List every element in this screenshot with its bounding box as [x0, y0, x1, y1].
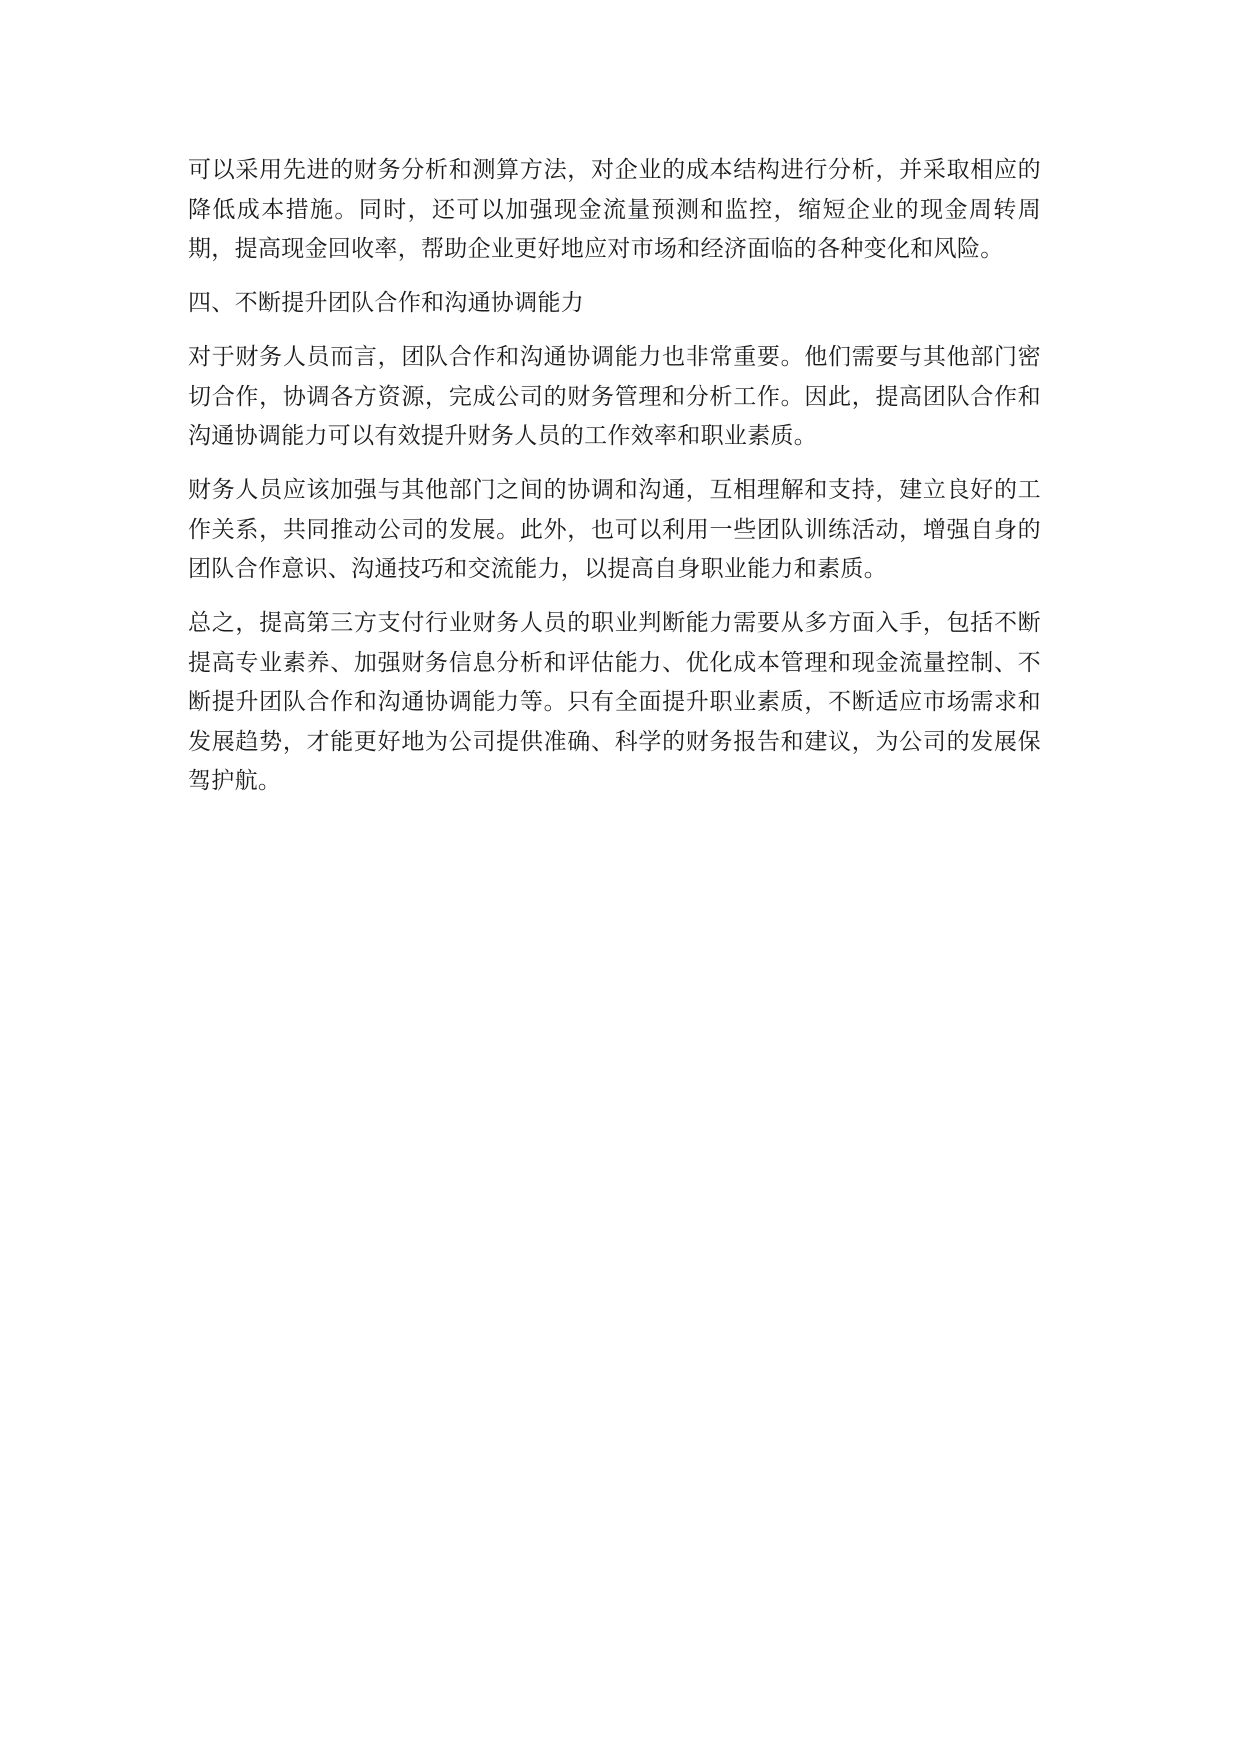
paragraph-teamwork-importance: 对于财务人员而言，团队合作和沟通协调能力也非常重要。他们需要与其他部门密切合作，协调各方资源，完成公司的财务管理和分析工作。因此，提高团队合作和沟通协调能力可以有效提升财务人员的工作效率和职业素质。: [188, 344, 1041, 449]
paragraph-department-coordination: 财务人员应该加强与其他部门之间的协调和沟通，互相理解和支持，建立良好的工作关系，共同推动公司的发展。此外，也可以利用一些团队训练活动，增强自身的团队合作意识、沟通技巧和交流能力，以提高自身职业能力和素质。: [188, 477, 1041, 582]
paragraph-conclusion: 总之，提高第三方支付行业财务人员的职业判断能力需要从多方面入手，包括不断提高专业素养、加强财务信息分析和评估能力、优化成本管理和现金流量控制、不断提升团队合作和沟通协调能力等。只有全面提升职业素质，不断适应市场需求和发展趋势，才能更好地为公司提供准确、科学的财务报告和建议，为公司的发展保驾护航。: [188, 610, 1041, 794]
paragraph-cost-analysis: 可以采用先进的财务分析和测算方法，对企业的成本结构进行分析，并采取相应的降低成本措施。同时，还可以加强现金流量预测和监控，缩短企业的现金周转周期，提高现金回收率，帮助企业更好地应对市场和经济面临的各种变化和风险。: [188, 157, 1041, 262]
section-heading-teamwork: 四、不断提升团队合作和沟通协调能力: [188, 290, 585, 316]
document-body: [188, 151, 1041, 802]
